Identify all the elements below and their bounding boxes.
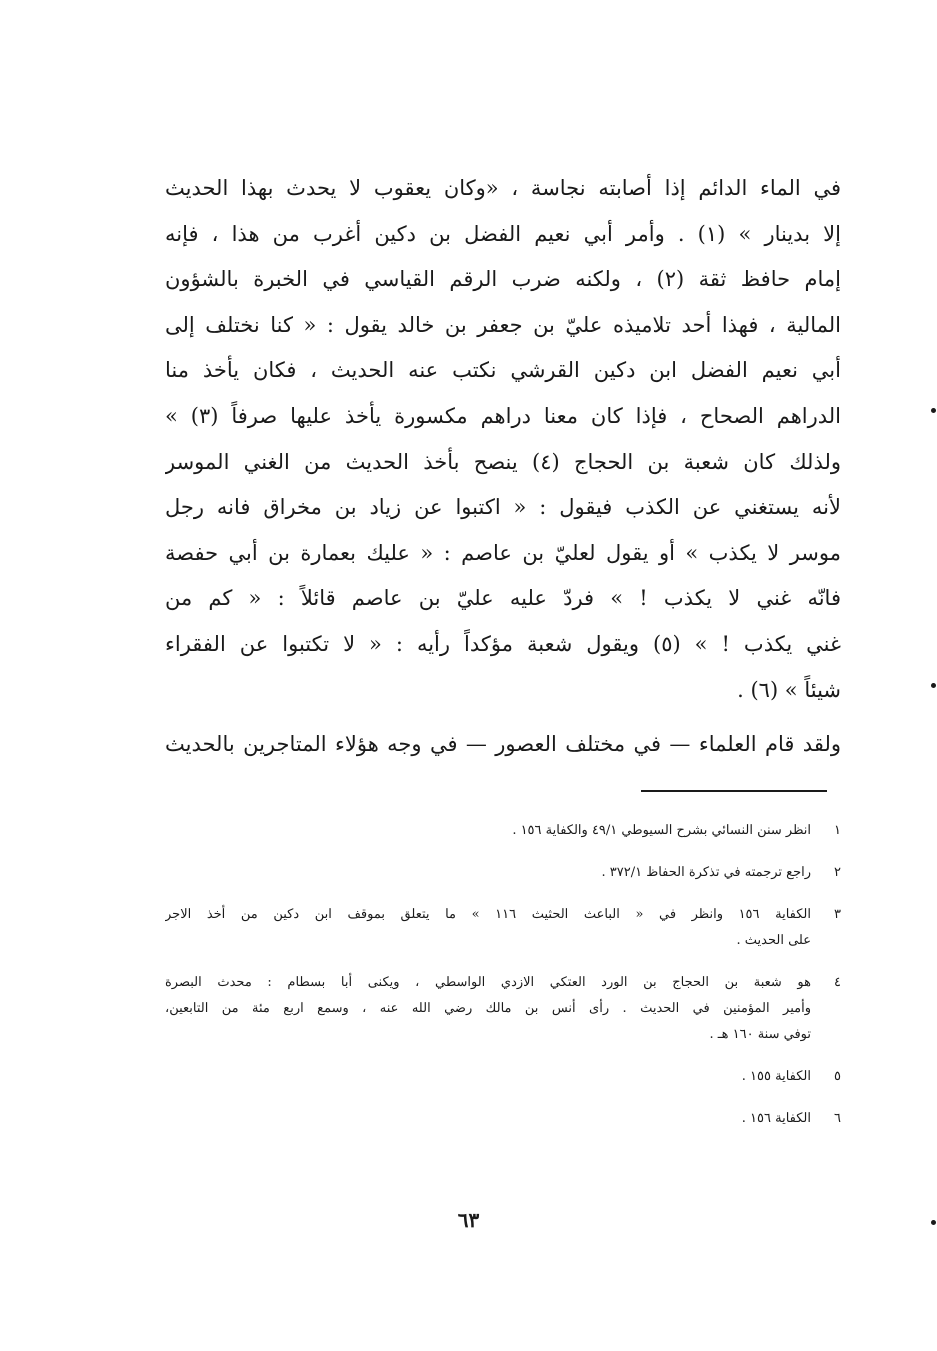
margin-dot <box>931 683 936 688</box>
footnote-text: على الحديث . <box>736 933 811 948</box>
body-line: ولذلك كان شعبة بن الحجاج (٤) ينصح بأخذ الحديث من الغني الموسر <box>165 449 841 474</box>
page-number: ٦٣ <box>457 1208 480 1232</box>
footnote-item <box>165 818 841 844</box>
margin-dot <box>931 1220 936 1225</box>
margin-dot <box>931 408 936 413</box>
body-line: لأنه يستغني عن الكذب فيقول : « اكتبوا عن زياد بن مخراق فانه رجل <box>165 495 841 520</box>
footnote-text: راجع ترجمته في تذكرة الحفاظ ٣٧٢/١ . <box>601 865 811 880</box>
footnote-number: ٢ <box>834 865 841 880</box>
footnote-item <box>165 1106 841 1132</box>
body-line: الدراهم الصحاح ، فإذا كان معنا دراهم مكسورة يأخذ عليها صرفاً (٣) » <box>165 403 841 428</box>
body-paragraph <box>165 166 841 713</box>
body-line: في الماء الدائم إذا أصابته نجاسة ، «وكان يعقوب لا يحدث بهذا الحديث <box>165 176 841 200</box>
footnote-item <box>165 970 841 1048</box>
footnote-item <box>165 1064 841 1090</box>
footnote-number: ٣ <box>834 907 841 922</box>
footnote-item <box>165 902 841 954</box>
footnote-item <box>165 860 841 886</box>
footnote-text: هو شعبة بن الحجاج بن الورد العتكي الازدي الواسطي ، ويكنى أبا بسطام : محدث البصرة <box>165 975 811 990</box>
footnote-text: انظر سنن النسائي بشرح السيوطي ٤٩/١ والكفاية ١٥٦ . <box>512 823 811 838</box>
footnote-divider <box>641 790 827 792</box>
body-line: إلا بدينار » (١) . وأمر أبي نعيم الفضل بن دكين أغرب من هذا ، فإنه <box>165 221 841 246</box>
body-line: غني يكذب ! » (٥) ويقول شعبة مؤكداً رأيه : « لا تكتبوا عن الفقراء <box>165 631 841 656</box>
body-line: ولقد قام العلماء — في مختلف العصور — في وجه هؤلاء المتاجرين بالحديث <box>165 732 841 756</box>
body-line: شيئاً » (٦) . <box>737 677 841 702</box>
body-line: موسر لا يكذب » أو يقول لعليّ بن عاصم : « عليك بعمارة بن أبي حفصة <box>165 540 841 565</box>
footnotes <box>165 818 841 1148</box>
footnote-text: توفي سنة ١٦٠ هـ . <box>709 1027 811 1042</box>
footnote-number: ٥ <box>834 1069 841 1084</box>
footnote-text: الكفاية ١٥٥ . <box>741 1069 811 1084</box>
body-line: أبي نعيم الفضل ابن دكين القرشي نكتب عنه الحديث ، فكان يأخذ منا <box>165 358 841 383</box>
footnote-text: وأمير المؤمنين في الحديث . رأى أنس بن مالك رضي الله عنه ، وسمع اربع مئة من التابعين، <box>165 1001 811 1016</box>
second-paragraph <box>165 722 841 768</box>
footnote-number: ٦ <box>834 1111 841 1126</box>
footnote-number: ١ <box>834 823 841 838</box>
footnote-number: ٤ <box>834 975 841 990</box>
footnote-text: الكفاية ١٥٦ . <box>741 1111 811 1126</box>
footnote-text: الكفاية ١٥٦ وانظر في « الباعث الحثيث ١١٦ » ما يتعلق بموقف ابن دكين من أخذ الاجر <box>165 907 811 922</box>
body-line: فانّه غني لا يكذب ! » فردّ عليه عليّ بن عاصم قائلاً : « كم من <box>165 586 841 611</box>
body-line: المالية ، فهذا أحد تلاميذه عليّ بن جعفر بن خالد يقول : « كنا نختلف إلى <box>165 312 841 337</box>
body-line: إمام حافظ ثقة (٢) ، ولكنه ضرب الرقم القياسي في الخبرة بالشؤون <box>165 267 841 292</box>
